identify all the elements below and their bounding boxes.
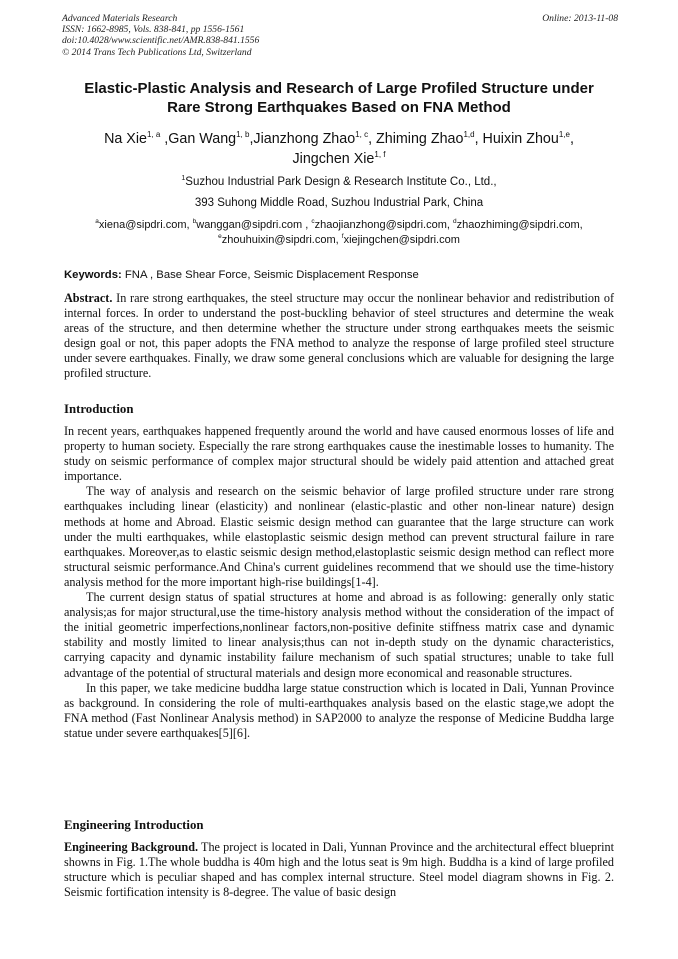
engineering-background-label: Engineering Background. — [64, 840, 199, 854]
author: Na Xie$^{1, a}$ , — [104, 130, 169, 147]
affiliation-institute: $^1$Suzhou Industrial Park Design & Research Institute Co., Ltd., — [181, 175, 497, 188]
engineering-background — [64, 840, 614, 900]
paper-title — [55, 79, 623, 117]
author: Gan Wang$^{1, b}$, — [168, 130, 254, 147]
paragraph: In recent years, earthquakes happened frequently around the world and have caused enormous losses of life and property to human society. Especially the rare strong earthquakes cause the inestimable losses to humanity. The study on seismic performance of complex major structural should be widely paid attention and attached great importance. — [64, 424, 614, 484]
copyright-line: © 2014 Trans Tech Publications Ltd, Switzerland — [62, 46, 252, 58]
issn-line: ISSN: 1662-8985, Vols. 838-841, pp 1556-1561 — [62, 24, 245, 36]
email: $^a$xiena@sipdri.com, — [95, 218, 190, 231]
introduction-body — [64, 424, 614, 741]
keywords-text: FNA , Base Shear Force, Seismic Displacement Response — [124, 269, 419, 281]
author-list — [40, 129, 638, 169]
email: $^b$wanggan@sipdri.com , — [192, 218, 309, 231]
author-emails — [40, 218, 638, 248]
author: Jianzhong Zhao$^{1, c}$, — [253, 130, 377, 147]
doi-line: doi:10.4028/www.scientific.net/AMR.838-841.1556 — [62, 35, 260, 47]
email: $^d$zhaozhiming@sipdri.com, — [452, 218, 583, 231]
author: Zhiming Zhao$^{1,d}$, — [376, 130, 483, 147]
engineering-background-text: The project is located in Dali, Yunnan Province and the architectural effect blueprint showns in Fig. 1.The whole buddha is 40m high and the lotus seat is 9m high. Buddha is a kind of large profiled structure which is peculiar shaped and has complex internal structure. Steel model diagram showns in Fig. 2. Seismic fortification intensity is 8-degree. The value of basic design — [64, 840, 615, 900]
abstract — [64, 291, 614, 382]
author: Huixin Zhou$^{1,e}$, — [482, 130, 574, 147]
title-line-1: Elastic-Plastic Analysis and Research of Large Profiled Structure under — [84, 80, 594, 97]
email: $^e$zhouhuixin@sipdri.com, — [218, 233, 339, 246]
introduction-heading: Introduction — [64, 402, 134, 416]
paragraph: The current design status of spatial structures at home and abroad is as following: generally only static analysis;as for major structural,use the time-history analysis method without the consideration of the impact of the initial geometric imperfections,nonlinear factors,non-positive definite stiffness matrix case and dynamic stability and mostly limited to linear analysis;thus can not in-depth study on the dynamic characteristics, carrying capacity and dynamic instability failure mechanism of such spatial structures; unable to take full advantage of the potential of structural materials and design more economical and reasonable structures. — [64, 590, 614, 680]
journal-name: Advanced Materials Research — [62, 13, 178, 24]
abstract-text: In rare strong earthquakes, the steel structure may occur the nonlinear behavior and redistribution of internal forces. In order to understand the post-buckling behavior of steel structures and determine the weak areas of the structure, and then determine whether the structure under strong earthquakes meets the seismic design goal or not, this paper adopts the FNA method to analyze the response of large profiled steel structure under severe earthquakes. Finally, we draw some general conclusions which are valuable for designing the large profiled structure. — [64, 291, 615, 381]
affiliation-address: 393 Suhong Middle Road, Suzhou Industrial Park, China — [194, 197, 484, 209]
engineering-heading: Engineering Introduction — [64, 818, 204, 832]
paragraph: In this paper, we take medicine buddha large statue construction which is located in Dali, Yunnan Province as background. In considering the role of multi-earthquakes analysis based on the elastic stage,we adopt the FNA method (Fast Nonlinear Analysis method) in SAP2000 to analyze the response of Medicine Buddha large statue under severe earthquakes[5][6]. — [64, 680, 614, 740]
journal-header — [62, 13, 618, 58]
abstract-label: Abstract. — [64, 291, 113, 305]
title-line-2: Rare Strong Earthquakes Based on FNA Method — [167, 99, 511, 116]
online-date: Online: 2013-11-08 — [542, 13, 618, 24]
keywords — [64, 268, 620, 282]
email: $^c$zhaojianzhong@sipdri.com, — [311, 218, 450, 231]
paragraph: The way of analysis and research on the seismic behavior of large profiled structure under rare strong earthquakes including linear (elasticity) and nonlinear (elastic-plastic and other non-linear nature) design methods at home and Abroad. Elastic seismic design method can guarantee that the large structure can work under the multi earthquakes, while elastoplastic seismic design method can prevent structural failure in rare earthquakes. Moreover,as to elastic seismic design method,elastoplastic seismic design method can reflect more structural seismic performance.And China's current guidelines recommend that we should use the time-history analysis method for the more important high-rise buildings[1-4]. — [64, 484, 614, 589]
author: Jingchen Xie$^{1, f}$ — [292, 150, 386, 167]
email: $^f$xiejingchen@sipdri.com — [341, 233, 460, 246]
keywords-label: Keywords: — [64, 269, 122, 281]
